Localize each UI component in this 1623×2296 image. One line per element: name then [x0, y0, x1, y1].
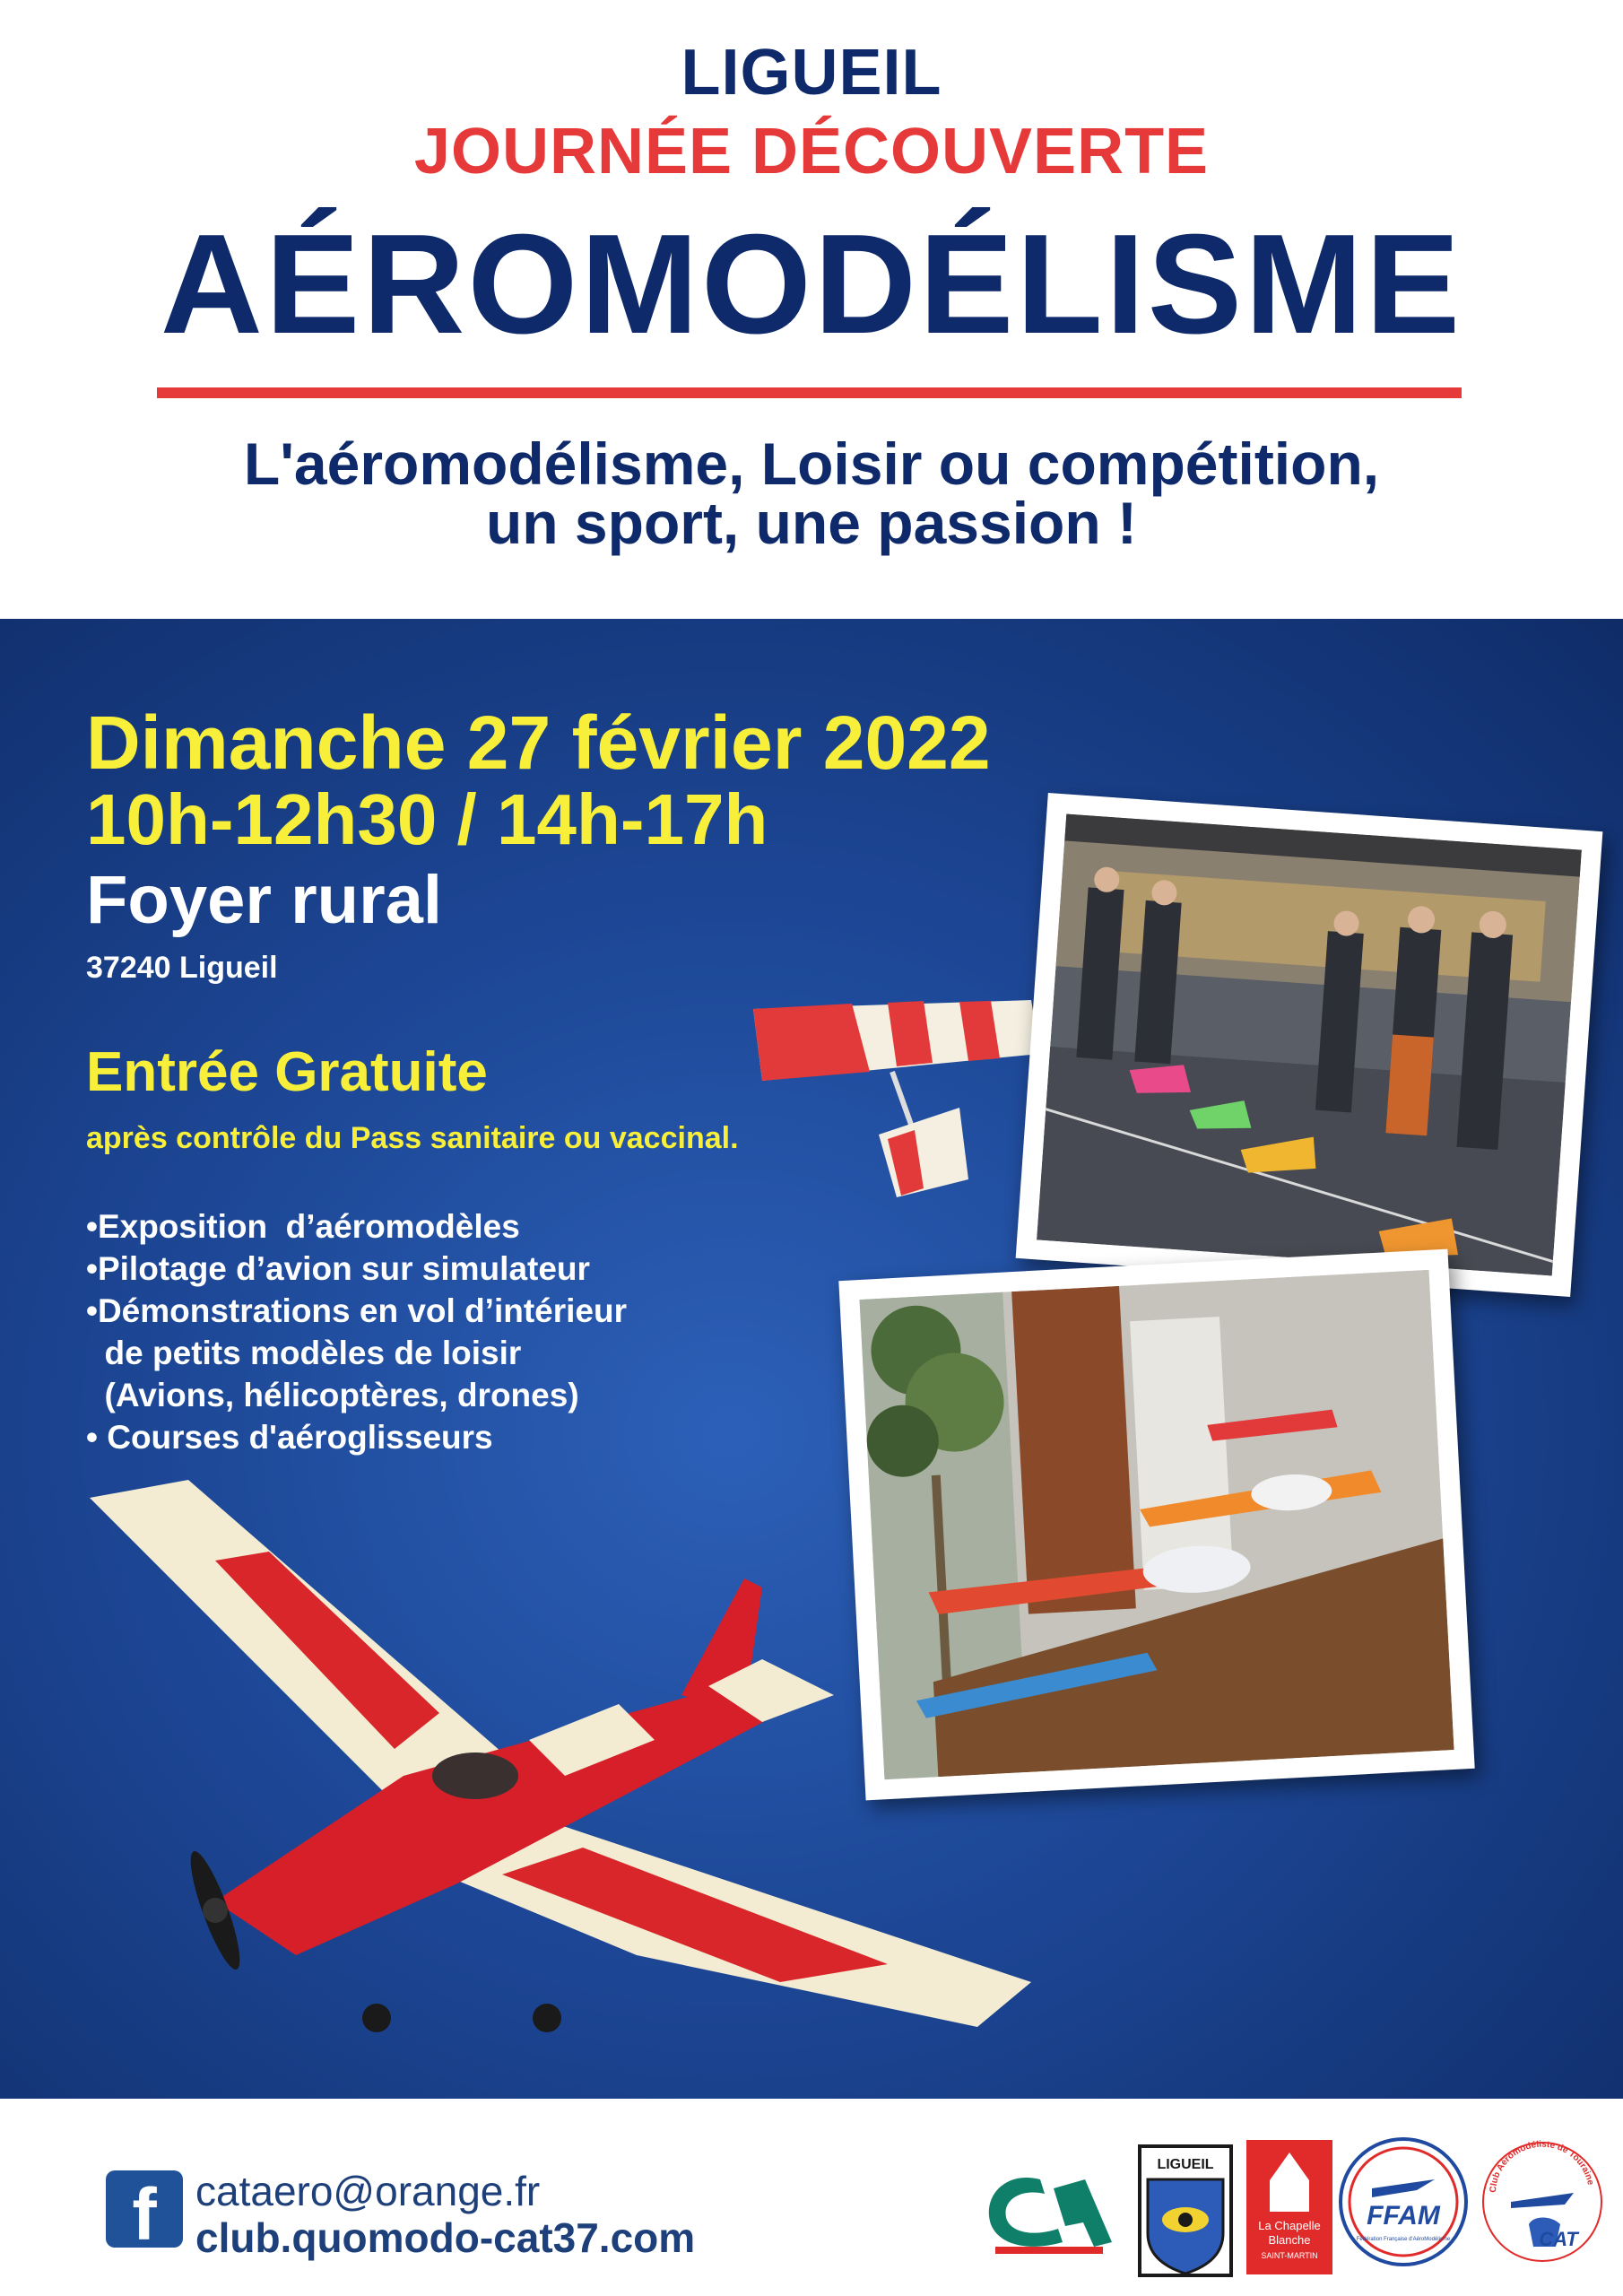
cat-logo-text: CAT — [1539, 2228, 1578, 2250]
photo-models-on-tables — [838, 1249, 1474, 1801]
cat-ring-text: Club Aéromodéliste de Touraine — [1488, 2139, 1596, 2194]
event-postcode: 37240 Ligueil — [86, 951, 278, 985]
tagline — [0, 430, 1623, 556]
la-chapelle-blanche-logo — [1246, 2140, 1332, 2274]
facebook-icon[interactable]: f — [106, 2170, 183, 2248]
event-kind: JOURNÉE DÉCOUVERTE — [413, 116, 1210, 187]
ligueil-logo-text: LIGUEIL — [1157, 2157, 1214, 2172]
small-model-plane-image — [744, 973, 1049, 1206]
ffam-logo-subtext: Fédération Française d'AéroModélisme — [1356, 2237, 1451, 2242]
cat-club-logo — [1480, 2135, 1605, 2269]
club-website[interactable]: club.quomodo-cat37.com — [195, 2214, 696, 2261]
poster-header — [0, 0, 1623, 619]
ligueil-crest-logo — [1137, 2144, 1234, 2278]
sponsor-logos — [977, 2135, 1605, 2278]
poster-title: AÉROMODÉLISME — [160, 205, 1463, 363]
ffam-logo-text: FFAM — [1367, 2201, 1440, 2231]
title-divider — [157, 387, 1462, 398]
tagline-line-2: un sport, une passion ! — [485, 490, 1138, 556]
poster-footer — [0, 2099, 1623, 2296]
feature-item: de petits modèles de loisir — [86, 1335, 522, 1371]
contact-email[interactable]: cataero@orange.fr — [195, 2168, 541, 2214]
event-venue: Foyer rural — [86, 862, 443, 938]
feature-item: •Exposition d’aéromodèles — [86, 1208, 520, 1245]
entry-label: Entrée Gratuite — [86, 1041, 488, 1103]
event-date: Dimanche 27 février 2022 — [86, 700, 991, 785]
credit-agricole-logo — [977, 2161, 1121, 2260]
chapelle-line-3: SAINT-MARTIN — [1261, 2251, 1318, 2260]
city-name: LIGUEIL — [681, 37, 942, 109]
ffam-logo — [1336, 2135, 1471, 2269]
entry-note: après contrôle du Pass sanitaire ou vaccinal. — [86, 1121, 739, 1155]
feature-item: •Pilotage d’avion sur simulateur — [86, 1250, 590, 1287]
event-hours: 10h-12h30 / 14h-17h — [86, 779, 768, 859]
feature-item: (Avions, hélicoptères, drones) — [86, 1377, 579, 1413]
chapelle-line-2: Blanche — [1268, 2233, 1311, 2247]
photo-pilots-in-hall — [1016, 793, 1603, 1297]
chapelle-line-1: La Chapelle — [1258, 2219, 1321, 2232]
feature-item: •Démonstrations en vol d’intérieur — [86, 1292, 628, 1329]
feature-item: • Courses d'aéroglisseurs — [86, 1419, 493, 1456]
tagline-line-1: L'aéromodélisme, Loisir ou compétition, — [243, 430, 1380, 497]
feature-list — [86, 1205, 627, 1458]
event-info-panel — [0, 619, 1623, 2099]
